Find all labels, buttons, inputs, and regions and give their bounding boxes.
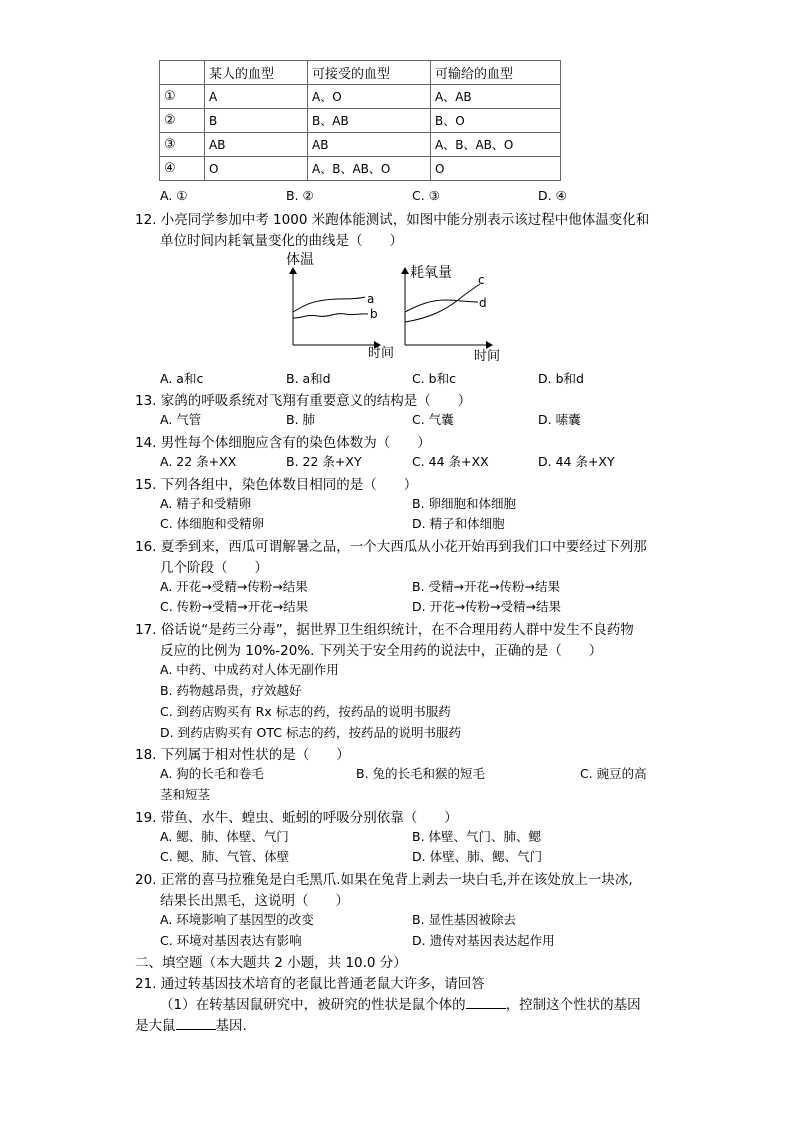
- table-cell: O: [431, 157, 561, 181]
- table-cell: [160, 61, 205, 85]
- option-b: B. 卵细胞和体细胞: [412, 496, 517, 511]
- question-18-stem: 18. 下列属于相对性状的是（ ）: [135, 747, 350, 763]
- option-a: A. 气管: [160, 412, 202, 427]
- table-cell: A、B、AB、O: [431, 133, 561, 157]
- option-c: C. 44 条+XX: [412, 454, 489, 469]
- oxygen-graph: [405, 264, 500, 364]
- table-cell: ①: [160, 85, 205, 109]
- option-c: C. b和c: [412, 371, 456, 386]
- curve-d-label: d: [479, 296, 487, 310]
- option-d: D. 开花→传粉→受精→结果: [412, 599, 561, 614]
- table-cell: ②: [160, 109, 205, 133]
- table-row: [160, 157, 561, 181]
- sub2-text-a: 是大鼠: [135, 1018, 176, 1034]
- question-21-sub2: [135, 1014, 247, 1034]
- temperature-oxygen-figure: [280, 250, 520, 365]
- x-axis-label: 时间: [474, 349, 501, 364]
- option-c: C. 豌豆的高: [580, 766, 647, 781]
- option-a: A. 狗的长毛和卷毛: [160, 766, 264, 781]
- option-d: D. 遗传对基因表达起作用: [412, 933, 555, 948]
- option-c: C. 气囊: [412, 412, 454, 427]
- question-16-line2: 几个阶段（ ）: [160, 560, 268, 576]
- question-13-stem: 13. 家鸽的呼吸系统对飞翔有重要意义的结构是（ ）: [135, 393, 472, 409]
- option-a: A. 精子和受精卵: [160, 496, 252, 511]
- table-cell: O: [205, 157, 308, 181]
- table-cell: A、B、AB、O: [308, 157, 431, 181]
- option-d: D. ④: [538, 188, 567, 203]
- y-axis-label: 体温: [286, 252, 314, 268]
- option-d: D. 到药店购买有 OTC 标志的药，按药品的说明书服药: [160, 725, 461, 740]
- option-a: A. 开花→受精→传粉→结果: [160, 579, 308, 594]
- option-c: C. 传粉→受精→开花→结果: [160, 599, 309, 614]
- option-b: B. 肺: [286, 412, 316, 427]
- table-header: 可输给的血型: [431, 61, 561, 85]
- table-header: 可接受的血型: [308, 61, 431, 85]
- section-heading: 二、填空题（本大题共 2 小题，共 10.0 分）: [135, 955, 407, 971]
- question-21-sub1: [160, 993, 641, 1013]
- table-cell: B: [205, 109, 308, 133]
- sub2-text-b: 基因.: [215, 1018, 247, 1034]
- curve-a: [293, 297, 365, 312]
- option-d: D. 嗉囊: [538, 412, 581, 427]
- answer-blank-2[interactable]: [176, 1017, 216, 1030]
- option-c: C. 环境对基因表达有影响: [160, 933, 302, 948]
- blood-type-table: [159, 60, 561, 181]
- question-16-line1: 16. 夏季到来，西瓜可谓解暑之品，一个大西瓜从小花开始再到我们口中要经过下列那: [135, 539, 647, 555]
- option-b: B. 药物越昂贵，疗效越好: [160, 683, 302, 698]
- option-b: B. a和d: [286, 371, 331, 386]
- table-cell: AB: [205, 133, 308, 157]
- option-c: C. 体细胞和受精卵: [160, 516, 265, 531]
- option-b: B. ②: [286, 188, 314, 203]
- option-b: B. 兔的长毛和猴的短毛: [356, 766, 486, 781]
- table-row: [160, 85, 561, 109]
- option-b: B. 显性基因被除去: [412, 912, 517, 927]
- table-cell: ④: [160, 157, 205, 181]
- answer-blank-1[interactable]: [466, 996, 506, 1009]
- y-axis-label: 耗氧量: [410, 265, 452, 281]
- question-20-line2: 结果长出黑毛，这说明（ ）: [160, 893, 349, 909]
- table-cell: AB: [308, 133, 431, 157]
- option-d: D. b和d: [538, 371, 584, 386]
- table-cell: B、AB: [308, 109, 431, 133]
- sub1-text-b: ，控制这个性状的基因: [505, 997, 641, 1013]
- table-row: [160, 109, 561, 133]
- sub1-text-a: （1）在转基因鼠研究中，被研究的性状是鼠个体的: [160, 997, 466, 1013]
- table-header: 某人的血型: [205, 61, 308, 85]
- option-b: B. 受精→开花→传粉→结果: [412, 579, 560, 594]
- option-d: D. 精子和体细胞: [412, 516, 505, 531]
- option-b: B. 体壁、气门、肺、鳃: [412, 829, 542, 844]
- table-cell: ③: [160, 133, 205, 157]
- option-a: A. a和c: [160, 371, 204, 386]
- temperature-graph: [286, 251, 394, 361]
- x-axis-label: 时间: [368, 346, 395, 361]
- question-17-line1: 17. 俗话说“是药三分毒”，据世界卫生组织统计，在不合理用药人群中发生不良药物: [135, 622, 634, 638]
- table-row: [160, 133, 561, 157]
- question-15-stem: 15. 下列各组中，染色体数目相同的是（ ）: [135, 477, 418, 493]
- curve-b: [293, 314, 368, 318]
- curve-b-label: b: [370, 307, 378, 321]
- option-a: A. 鳃、肺、体壁、气门: [160, 829, 289, 844]
- question-20-line1: 20. 正常的喜马拉雅兔是白毛黑爪.如果在兔背上剥去一块白毛,并在该处放上一块冰,: [135, 872, 633, 888]
- option-a: A. 22 条+XX: [160, 454, 237, 469]
- option-a: A. 中药、中成药对人体无副作用: [160, 662, 339, 677]
- option-c-continued: 茎和短茎: [160, 787, 211, 802]
- curve-c: [405, 284, 480, 322]
- question-12-line1: 12. 小亮同学参加中考 1000 米跑体能测试，如图中能分别表示该过程中他体温变化和: [135, 212, 650, 228]
- table-cell: A、AB: [431, 85, 561, 109]
- option-c: C. 到药店购买有 Rx 标志的药，按药品的说明书服药: [160, 704, 451, 719]
- option-a: A. ①: [160, 188, 188, 203]
- question-21-line1: 21. 通过转基因技术培育的老鼠比普通老鼠大许多，请回答: [135, 976, 485, 992]
- option-a: A. 环境影响了基因型的改变: [160, 912, 314, 927]
- question-19-stem: 19. 带鱼、水牛、蝗虫、蚯蚓的呼吸分别依靠（ ）: [135, 810, 458, 826]
- table-cell: A: [205, 85, 308, 109]
- question-14-stem: 14. 男性每个体细胞应含有的染色体数为（ ）: [135, 435, 431, 451]
- option-c: C. ③: [412, 188, 440, 203]
- table-header-row: [160, 61, 561, 85]
- table-cell: B、O: [431, 109, 561, 133]
- table-cell: A、O: [308, 85, 431, 109]
- option-c: C. 鳃、肺、气管、体壁: [160, 849, 290, 864]
- option-b: B. 22 条+XY: [286, 454, 362, 469]
- question-17-line2: 反应的比例为 10%-20%. 下列关于安全用药的说法中，正确的是（ ）: [160, 643, 603, 659]
- curve-c-label: c: [478, 273, 485, 287]
- question-12-line2: 单位时间内耗氧量变化的曲线是（ ）: [160, 233, 403, 249]
- curve-a-label: a: [367, 292, 375, 306]
- option-d: D. 44 条+XY: [538, 454, 615, 469]
- option-d: D. 体壁、肺、鳃、气门: [412, 849, 543, 864]
